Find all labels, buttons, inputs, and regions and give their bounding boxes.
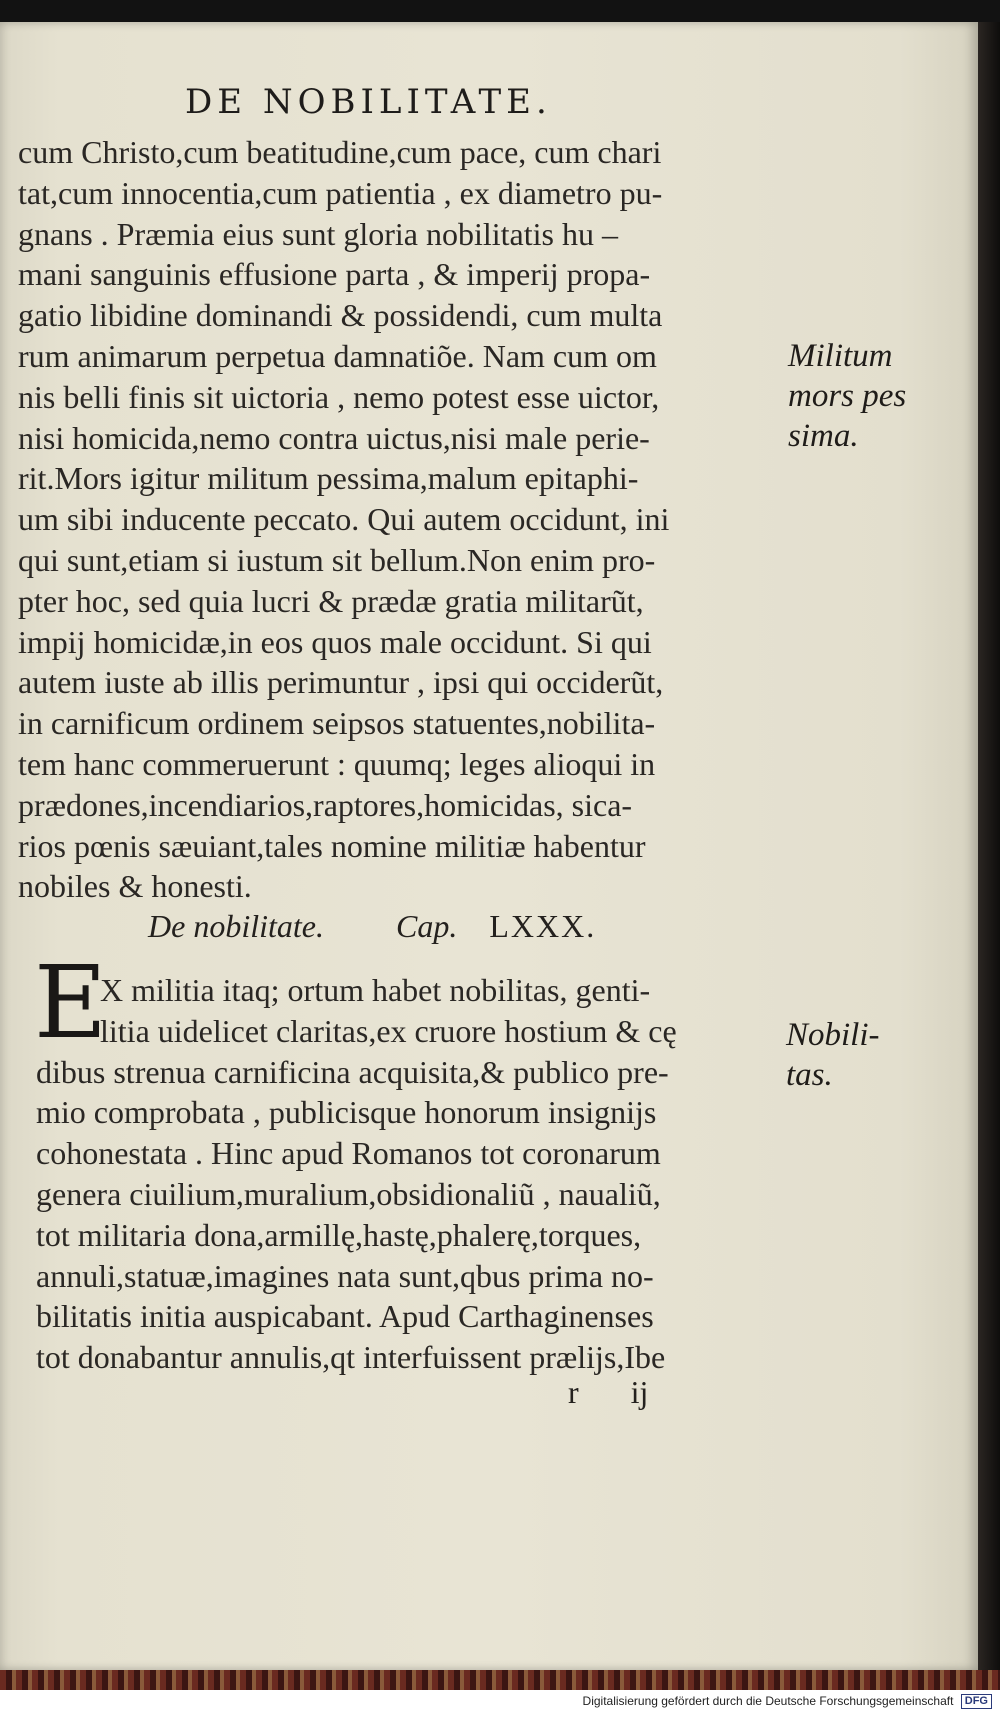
text-line: mani sanguinis effusione parta , & imperij propa- (18, 256, 651, 293)
text-line: tem hanc commeruerunt : quumq; leges alioqui in (18, 745, 656, 782)
text-line: cum Christo,cum beatitudine,cum pace, cum chari (18, 134, 662, 170)
text-line: genera ciuilium,muralium,obsidionaliũ , naualiũ, (36, 1175, 661, 1212)
marginal-line: sima. (788, 418, 859, 454)
text-line: cohonestata . Hinc apud Romanos tot coronarum (36, 1135, 661, 1172)
dfg-logo: DFG (961, 1694, 992, 1709)
text-line: tot donabantur annulis,qt interfuissent prælijs,Ibe (36, 1339, 666, 1376)
text-line: gnans . Præmia eius sunt gloria nobilitatis hu – (18, 215, 618, 252)
text-line: tat,cum innocentia,cum patientia , ex diametro pu- (18, 174, 663, 211)
marginal-line: Nobili- (786, 1017, 880, 1053)
digitization-credit (583, 1694, 992, 1709)
chapter-number: LXXX. (489, 908, 597, 944)
text-line: annuli,statuæ,imagines nata sunt,qbus prima no- (36, 1257, 654, 1294)
text-line: mio comprobata , publicisque honorum insignijs (36, 1094, 657, 1131)
text-line: um sibi inducente peccato. Qui autem occidunt, ini (18, 501, 670, 538)
marginal-line: mors pes (788, 378, 907, 414)
text-line: prædones,incendiarios,raptores,homicidas, sica- (18, 786, 633, 823)
text-line: nisi homicida,nemo contra uictus,nisi male perie- (18, 419, 650, 456)
text-line: X militia itaq; ortum habet nobilitas, genti- (100, 972, 651, 1008)
running-head: DE NOBILITATE. (185, 82, 552, 122)
text-line: bilitatis initia auspicabant. Apud Carthaginenses (36, 1298, 654, 1335)
marginal-note-nobilitas (786, 1015, 880, 1095)
text-line: qui sunt,etiam si iustum sit bellum.Non enim pro- (18, 541, 656, 578)
text-line: tot militaria dona,armillę,hastę,phalerę,torques, (36, 1216, 642, 1253)
credit-text: Digitalisierung gefördert durch die Deutsche Forschungsgemeinschaft (582, 1694, 954, 1708)
text-line: impij homicidæ,in eos quos male occidunt. Si qui (18, 623, 652, 660)
text-line: in carnificum ordinem seipsos statuentes,nobilita- (18, 705, 656, 742)
text-block-2 (36, 970, 778, 1378)
book-edge-strip (0, 1670, 1000, 1690)
chapter-heading (148, 908, 596, 945)
marginal-line: tas. (786, 1057, 833, 1093)
text-line: rios pœnis sæuiant,tales nomine militiæ habentur (18, 827, 646, 864)
signature-mark: r ij (568, 1374, 649, 1410)
text-line: gatio libidine dominandi & possidendi, cum multa (18, 297, 663, 334)
chapter-title: De nobilitate. (148, 908, 324, 944)
text-line: litia uidelicet claritas,ex cruore hostium & cę (100, 1012, 677, 1049)
marginal-line: Militum (788, 338, 893, 374)
text-line: dibus strenua carnificina acquisita,& publico pre- (36, 1053, 669, 1090)
chapter-label: Cap. (395, 908, 458, 944)
decorated-initial: E (34, 944, 107, 1061)
page-edge (978, 22, 1000, 1670)
text-line: nis belli finis sit uictoria , nemo potest esse uictor, (18, 378, 660, 415)
text-line: rit.Mors igitur militum pessima,malum epitaphi- (18, 460, 639, 497)
marginal-note-militum (788, 336, 906, 456)
text-line: nobiles & honesti. (18, 868, 252, 905)
text-line: rum animarum perpetua damnatiõe. Nam cum om (18, 337, 657, 374)
text-block-1 (18, 132, 778, 907)
text-line: autem iuste ab illis perimuntur , ipsi qui occiderũt, (18, 664, 664, 701)
text-line: pter hoc, sed quia lucri & prædæ gratia militarũt, (18, 582, 644, 619)
